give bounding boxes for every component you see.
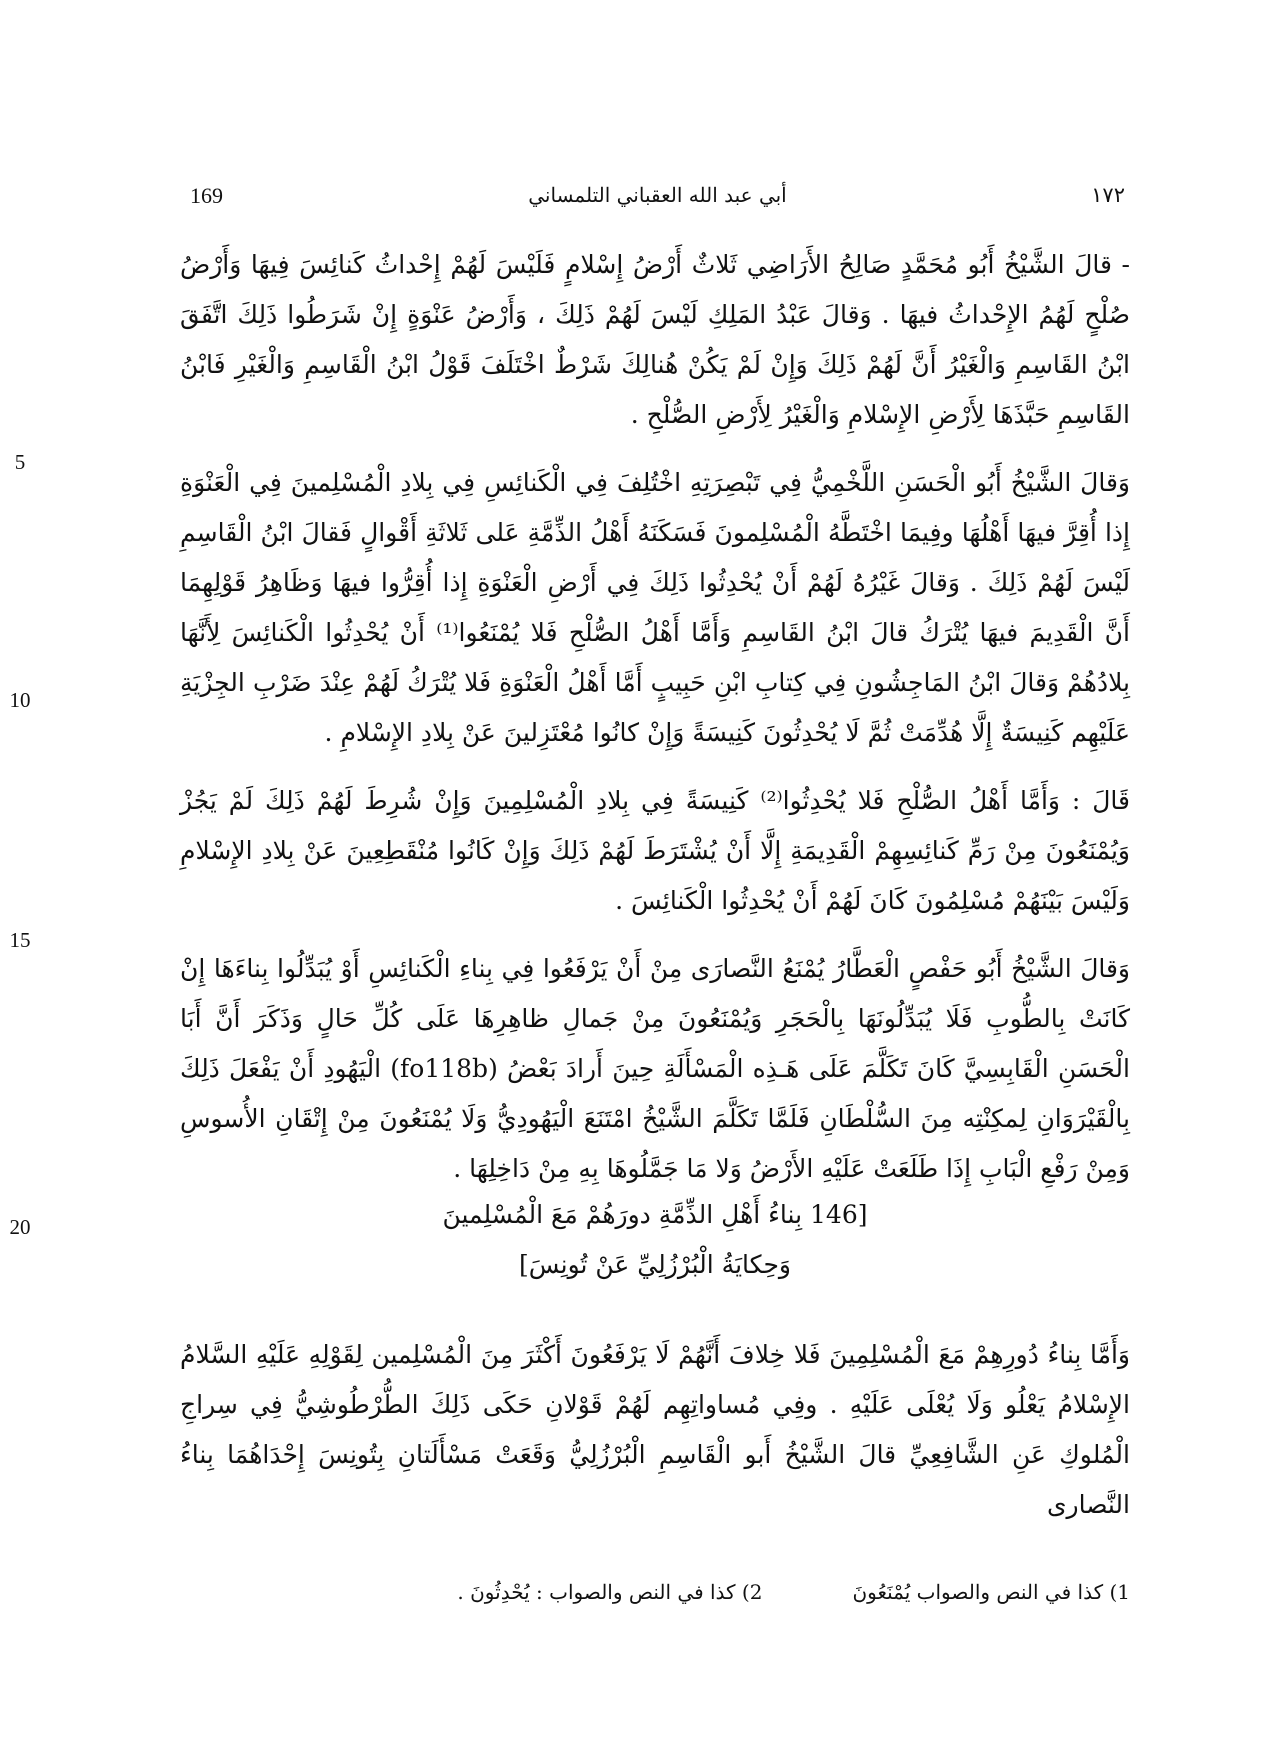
footnote-2: 2) كذا في النص والصواب : يُحْدِثُونَ . — [457, 1580, 763, 1604]
section-heading-line-1: [146 بِناءُ أَهْلِ الذِّمَّةِ دورَهُمْ مَعَ الْمُسْلِمينَ — [442, 1200, 868, 1229]
final-text — [180, 1330, 1130, 1548]
footnote-1: 1) كذا في النص والصواب يُمْنَعُونَ — [852, 1580, 1130, 1604]
paragraph-5: وَأَمَّا بِناءُ دُورِهِمْ مَعَ الْمُسْلِمِينَ فَلا خِلافَ أَنَّهُمْ لَا يَرْفَعُونَ أَكْثَرَ مِنَ الْمُسْلِمين لِقَوْلِهِ عَلَيْهِ السَّلامُ الإِسْلامُ يَعْلُو وَلَا يُعْلَى عَلَيْهِ . وفِي مُساواتِهِم لَهُمْ قَوْلانِ حَكَى ذَلِكَ الطُّرْطُوشِيُّ فِي سِراجِ الْمُلوكِ عَنِ الشَّافِعِيِّ قالَ الشَّيْخُ أَبو الْقَاسِمِ الْبُرْزُلِيُّ وَقَعَتْ مَسْأَلَتانِ بِتُونِسَ إِحْدَاهُمَا بِناءُ النَّصارى — [180, 1340, 1130, 1519]
paragraph-3: قَالَ : وَأَمَّا أَهْلُ الصُّلْحِ فَلا يُحْدِثُوا⁽²⁾ كَنِيسَةً فِي بِلادِ الْمُسْلِمِينَ وَإِنْ شُرِطَ لَهُمْ ذَلِكَ لَمْ يَجُزْ وَيُمْنَعُونَ مِنْ رَمِّ كَنائِسِهِمْ الْقَدِيمَةِ إِلَّا أَنْ يُشْتَرَطَ لَهُمْ ذَلِكَ وَإِنْ كَانُوا مُنْقَطِعِينَ عَنْ بِلادِ الإِسْلامِ وَلَيْسَ بَيْنَهُمْ مُسْلِمُونَ كَانَ لَهُمْ أَنْ يُحْدِثُوا الْكَنائِسَ . — [180, 786, 1130, 915]
paragraph-4: وَقالَ الشَّيْخُ أَبُو حَفْصٍ الْعَطَّارُ يُمْنَعُ النَّصارَى مِنْ أَنْ يَرْفَعُوا فِي بِناءِ الْكَنائِسِ أَوْ يُبَدِّلُوا بِناءَهَا إِنْ كَانَتْ بِالطُّوبِ فَلَا يُبَدِّلُونَهَا بِالْحَجَرِ وَيُمْنَعُونَ مِنْ جَمالِ ظاهِرِهَا عَلَى كُلِّ حَالٍ وَذَكَرَ أَنَّ أَبَا الْحَسَنِ الْقَابِسِيَّ كَانَ تَكَلَّمَ عَلَى هَـذِه الْمَسْأَلَةِ حِينَ أَرادَ بَعْضُ (fo118b) الْيَهُودِ أَنْ يَفْعَلَ ذَلِكَ بِالْقَيْرَوَانِ لِمكِنْتِه مِنَ السُّلْطَانِ فَلَمَّا تَكَلَّمَ الشَّيْخُ امْتَنَعَ الْيَهُودِيُّ وَلَا يُمْنَعُونَ مِنْ إِتْقَانِ الأُسوسِ وَمِنْ رَفْعِ الْبَابِ إِذَا طَلَعَتْ عَلَيْهِ الأَرْضُ وَلا مَا جَمَّلُوهَا بِهِ مِنْ دَاخِلِهَا . — [180, 954, 1130, 1183]
page-number-latin: 169 — [190, 183, 223, 208]
section-heading — [180, 1190, 1130, 1290]
line-number-20: 20 — [9, 1215, 31, 1239]
running-title: أبي عبد الله العقباني التلمساني — [528, 183, 787, 207]
line-number-10: 10 — [9, 688, 31, 712]
section-heading-line-2: وَحِكايَةُ الْبُرْزُلِيِّ عَنْ تُونِسَ] — [519, 1250, 791, 1279]
line-number-15: 15 — [9, 928, 31, 952]
footnotes — [180, 1580, 1130, 1604]
page-header — [190, 183, 1125, 223]
main-text — [180, 240, 1130, 1212]
page-number-arabic: ١٧٢ — [1091, 183, 1125, 207]
paragraph-1: - قالَ الشَّيْخُ أَبُو مُحَمَّدٍ صَالِحُ الأَرَاضِي ثَلاثٌ أَرْضُ إِسْلامٍ فَلَيْسَ لَهُمْ إِحْداثُ كَنائِسَ فِيهَا وَأَرْضُ صُلْحٍ لَهُمُ الإِحْداثُ فيهَا . وَقالَ عَبْدُ المَلِكِ لَيْسَ لَهُمْ ذَلِكَ ، وَأَرْضُ عَنْوَةٍ إِنْ شَرَطُوا ذَلِكَ اتَّفَقَ ابْنُ القَاسِمِ وَالْغَيْرُ أَنَّ لَهُمْ ذَلِكَ وَإِنْ لَمْ يَكُنْ هُنالِكَ شَرْطٌ اخْتَلَفَ قَوْلُ ابْنُ الْقَاسِمِ وَالْغَيْرِ فَابْنُ القَاسِمِ حَبَّذَهَا لِأَرْضِ الإِسْلامِ وَالْغَيْرُ لِأَرْضِ الصُّلْحِ . — [180, 250, 1130, 429]
line-number-5: 5 — [14, 450, 26, 474]
paragraph-2: وَقالَ الشَّيْخُ أَبُو الْحَسَنِ اللَّخْمِيُّ فِي تَبْصِرَتِهِ اخْتُلِفَ فِي الْكَنائِسِ فِي بِلادِ الْمُسْلِمينَ فِي الْعَنْوَةِ إِذا أُقِرَّ فيهَا أَهْلُهَا وفِيمَا اخْتَطَّهُ الْمُسْلِمونَ فَسَكَنَهُ أَهْلُ الذِّمَّةِ عَلى ثَلاثَةِ أَقْوالٍ فَقالَ ابْنُ الْقَاسِمِ لَيْسَ لَهُمْ ذَلِكَ . وَقالَ غَيْرُهُ لَهُمْ أَنْ يُحْدِثُوا ذَلِكَ فِي أَرْضِ الْعَنْوَةِ إِذا أُقِرُّوا فيهَا وَظَاهِرُ قَوْلِهِمَا أَنَّ الْقَدِيمَ فيهَا يُتْرَكُ قالَ ابْنُ القَاسِمِ وَأَمَّا أَهْلُ الصُّلْحِ فَلا يُمْنَعُوا⁽¹⁾ أَنْ يُحْدِثُوا الْكَنائِسَ لِأَنَّهَا بِلادُهُمْ وَقالَ ابْنُ المَاجِشُونِ فِي كِتابِ ابْنِ حَبِيبٍ أَمَّا أَهْلُ الْعَنْوَةِ فَلا يُتْرَكُ لَهُمْ عِنْدَ ضَرْبِ الجِزْيَةِ عَلَيْهِم كَنِيسَةٌ إِلَّا هُدِّمَتْ ثُمَّ لَا يُحْدِثُونَ كَنِيسَةً وَإِنْ كانُوا مُعْتَزِلينَ عَنْ بِلادِ الإِسْلامِ . — [180, 468, 1130, 747]
